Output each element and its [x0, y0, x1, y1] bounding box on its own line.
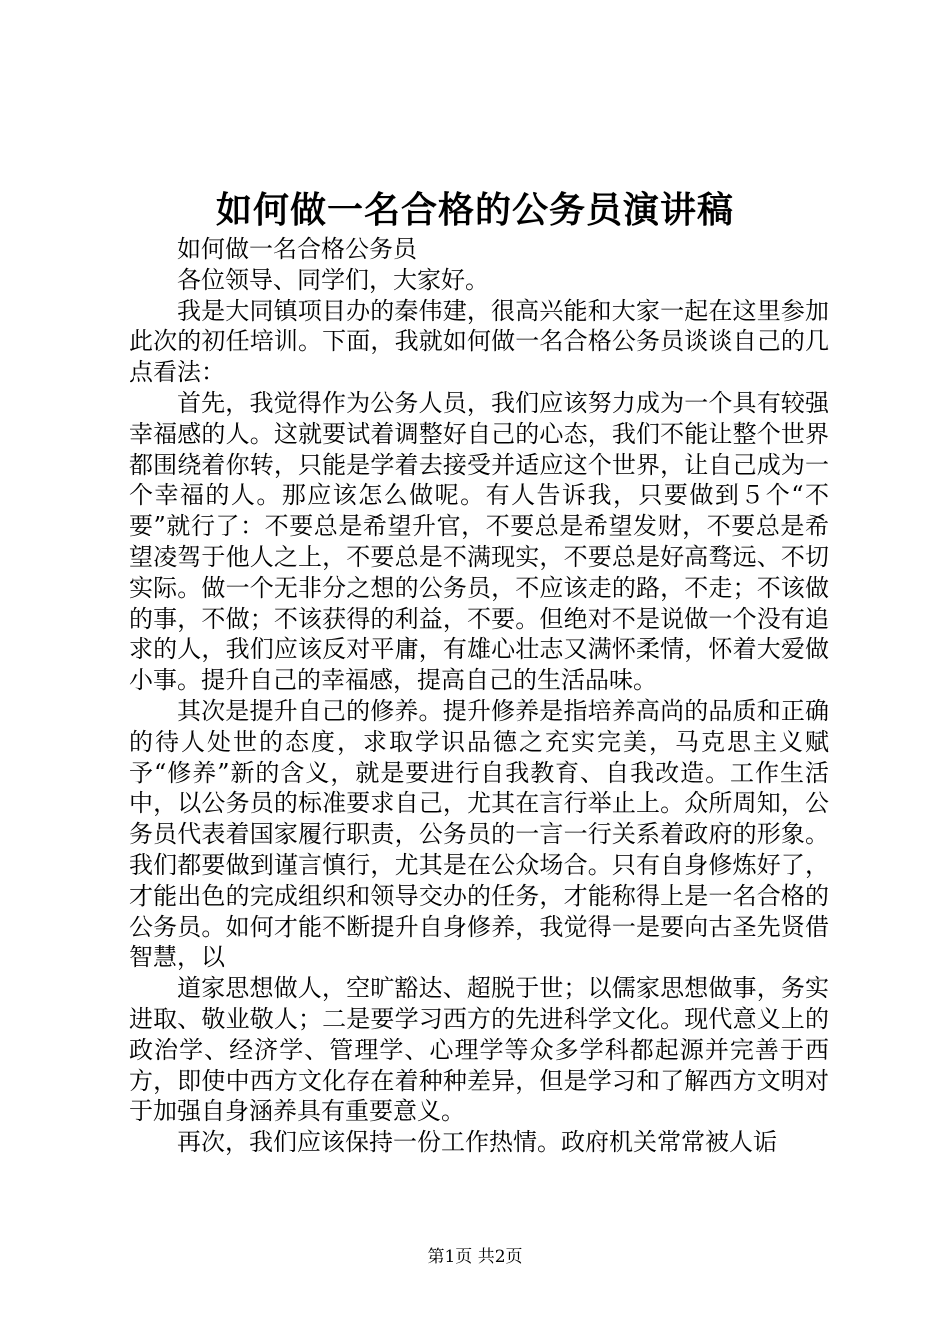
intro-paragraph: 我是大同镇项目办的秦伟建，很高兴能和大家一起在这里参加此次的初任培训。下面，我就如何做一名合格公务员谈谈自己的几点看法：	[129, 296, 829, 387]
greeting-paragraph: 各位领导、同学们，大家好。	[177, 265, 489, 294]
body-paragraph-third: 再次，我们应该保持一份工作热情。政府机关常常被人诟	[177, 1128, 777, 1157]
subtitle-paragraph: 如何做一名合格公务员	[177, 235, 417, 263]
body-paragraph-first: 首先，我觉得作为公务人员，我们应该努力成为一个具有较强幸福感的人。这就要试着调整好自己的心态，我们不能让整个世界都围绕着你转，只能是学着去接受并适应这个世界，让自己成为一个幸福的人。那应该怎么做呢。有人告诉我，只要做到５个“不要”就行了：不要总是希望升官，不要总是希望发财，不要总是希望凌驾于他人之上，不要总是不满现实，不要总是好高骛远、不切实际。做一个无非分之想的公务员，不应该走的路，不走；不该做的事，不做；不该获得的利益，不要。但绝对不是说做一个没有追求的人，我们应该反对平庸，有雄心壮志又满怀柔情，怀着大爱做小事。提升自己的幸福感，提高自己的生活品味。	[129, 388, 829, 695]
body-paragraph-continued: 道家思想做人，空旷豁达、超脱于世；以儒家思想做事，务实进取、敬业敬人；二是要学习西方的先进科学文化。现代意义上的政治学、经济学、管理学、心理学等众多学科都起源并完善于西方，即使中西方文化存在着种种差异，但是学习和了解西方文明对于加强自身涵养具有重要意义。	[129, 974, 829, 1126]
document-body	[129, 234, 829, 1158]
body-paragraph-second: 其次是提升自己的修养。提升修养是指培养高尚的品质和正确的待人处世的态度，求取学识品德之充实完美，马克思主义赋予“修养”新的含义，就是要进行自我教育、自我改造。工作生活中，以公务员的标准要求自己，尤其在言行举止上。众所周知，公务员代表着国家履行职责，公务员的一言一行关系着政府的形象。我们都要做到谨言慎行，尤其是在公众场合。只有自身修炼好了，才能出色的完成组织和领导交办的任务，才能称得上是一名合格的公务员。如何才能不断提升自身修养，我觉得一是要向古圣先贤借智慧，以	[129, 696, 829, 972]
document-title: 如何做一名合格的公务员演讲稿	[215, 189, 734, 231]
page-number-footer: 第1页 共2页	[427, 1247, 523, 1267]
